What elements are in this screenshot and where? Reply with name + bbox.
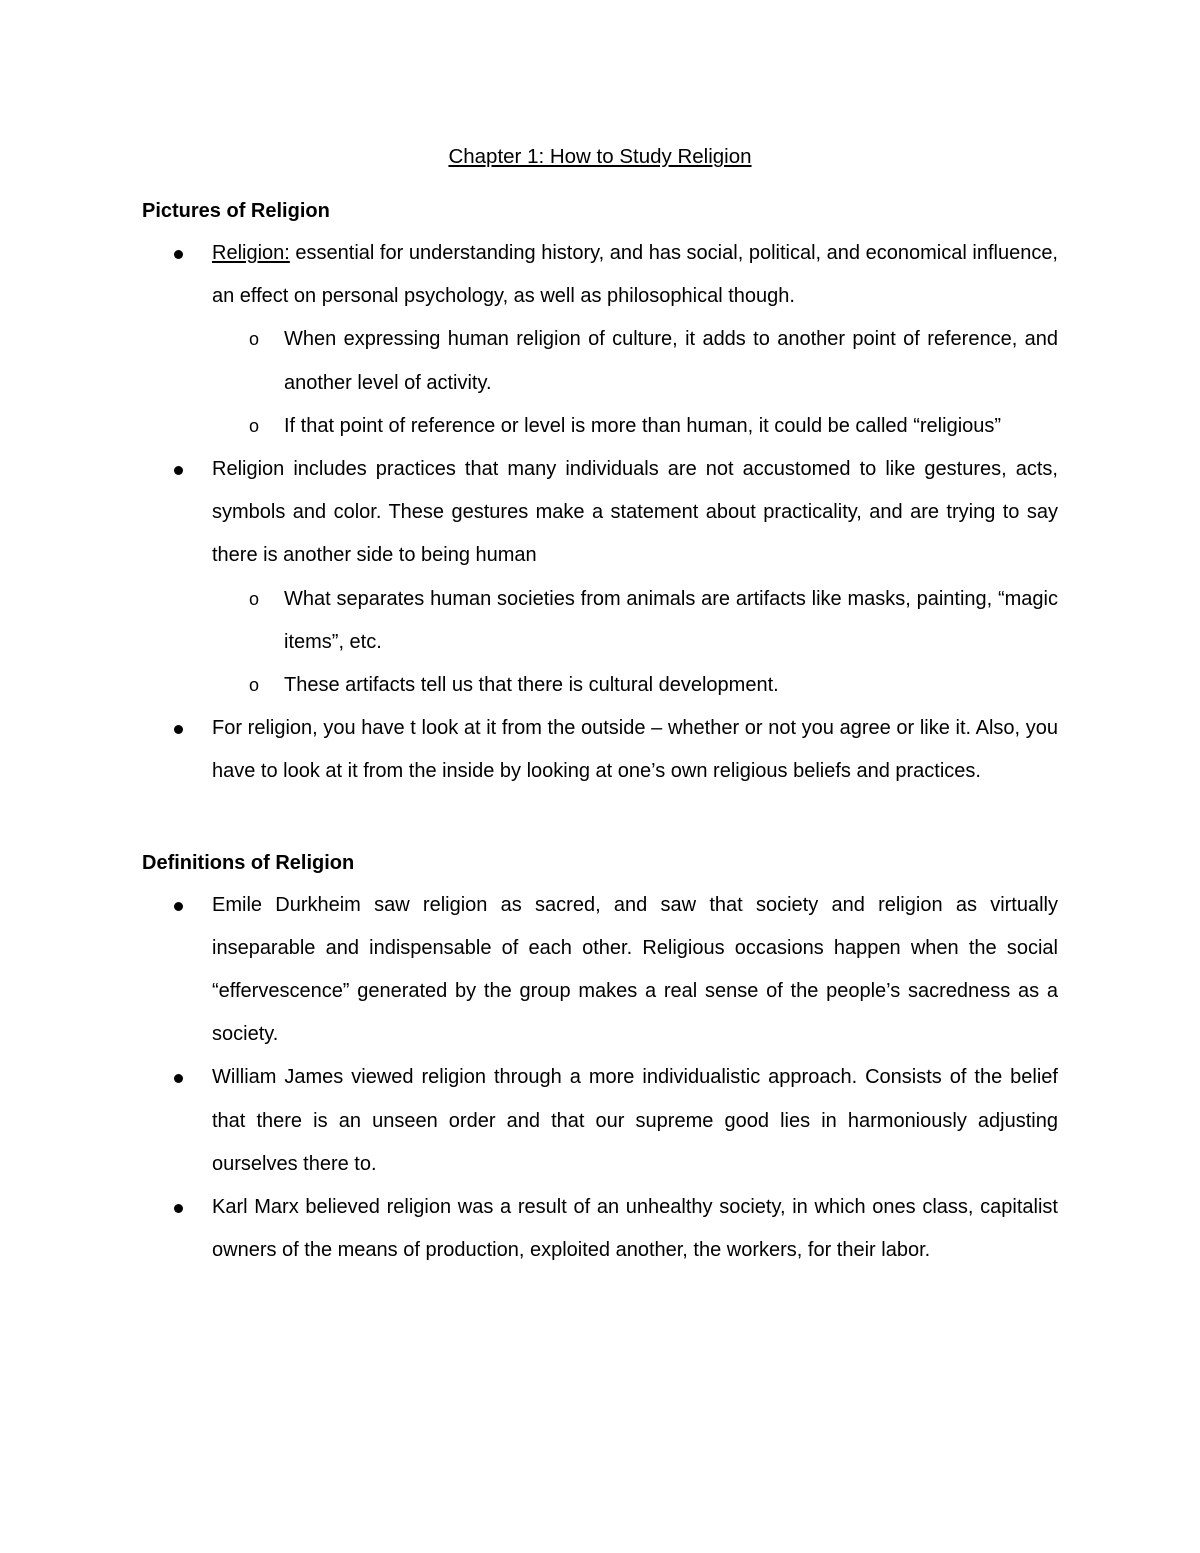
chapter-title: Chapter 1: How to Study Religion [448,145,752,168]
list-item [142,707,1058,793]
list-item [142,448,1058,707]
item-text: Karl Marx believed religion was a result of an unhealthy society, in which ones class, capitalist owners of the means of production, exploited another, the workers, for their labor. [212,1196,1058,1262]
document-page [142,140,1058,1272]
sub-list-item [212,578,1058,664]
bullet-icon [174,1204,183,1213]
circle-bullet-icon: o [249,588,260,609]
circle-bullet-icon: o [249,675,260,696]
bullet-icon [174,250,183,259]
bullet-icon [174,902,183,911]
sub-item-text: If that point of reference or level is more than human, it could be called “religious” [284,414,1002,437]
list-item [142,1056,1058,1186]
sub-item-text: When expressing human religion of culture, it adds to another point of reference, and another level of activity. [284,328,1058,394]
list-item [142,884,1058,1057]
sub-item-text: What separates human societies from animals are artifacts like masks, painting, “magic items”, etc. [284,587,1058,653]
list-item [142,232,1058,448]
sub-list-item [212,405,1058,448]
bullet-list [142,232,1058,794]
bullet-icon [174,466,183,475]
sub-list-item [212,664,1058,707]
sub-list [212,578,1058,708]
bullet-icon [174,725,183,734]
circle-bullet-icon: o [249,415,260,436]
list-item [142,1186,1058,1272]
item-text: William James viewed religion through a more individualistic approach. Consists of the belief that there is an unseen order and that our supreme good lies in harmoniously adjusting ourselves there to. [212,1066,1058,1175]
bullet-list [142,884,1058,1273]
section-heading: Definitions of Religion [142,851,355,874]
section-heading: Pictures of Religion [142,200,330,222]
item-text: Religion includes practices that many individuals are not accustomed to like gestures, acts, symbols and color. These gestures make a statement about practicality, and are trying to say there is another side to being human [212,458,1058,567]
sub-list [212,318,1058,448]
item-text: Emile Durkheim saw religion as sacred, and saw that society and religion as virtually inseparable and indispensable of each other. Religious occasions happen when the social “effervescence” generated by the group makes a real sense of the people’s sacredness as a society. [212,893,1058,1046]
item-text: essential for understanding history, and has social, political, and economical influence, an effect on personal psychology, as well as philosophical though. [212,242,1058,308]
section-definitions-of-religion [142,850,1058,1273]
sub-item-text: These artifacts tell us that there is cultural development. [284,674,779,697]
circle-bullet-icon: o [249,329,260,350]
bullet-icon [174,1074,183,1083]
item-text: For religion, you have t look at it from the outside – whether or not you agree or like it. Also, you have to look at it from the inside by looking at one’s own religious beliefs and practices. [212,717,1058,783]
sub-list-item [212,318,1058,404]
term-label: Religion: [212,242,290,264]
section-pictures-of-religion [142,198,1058,794]
